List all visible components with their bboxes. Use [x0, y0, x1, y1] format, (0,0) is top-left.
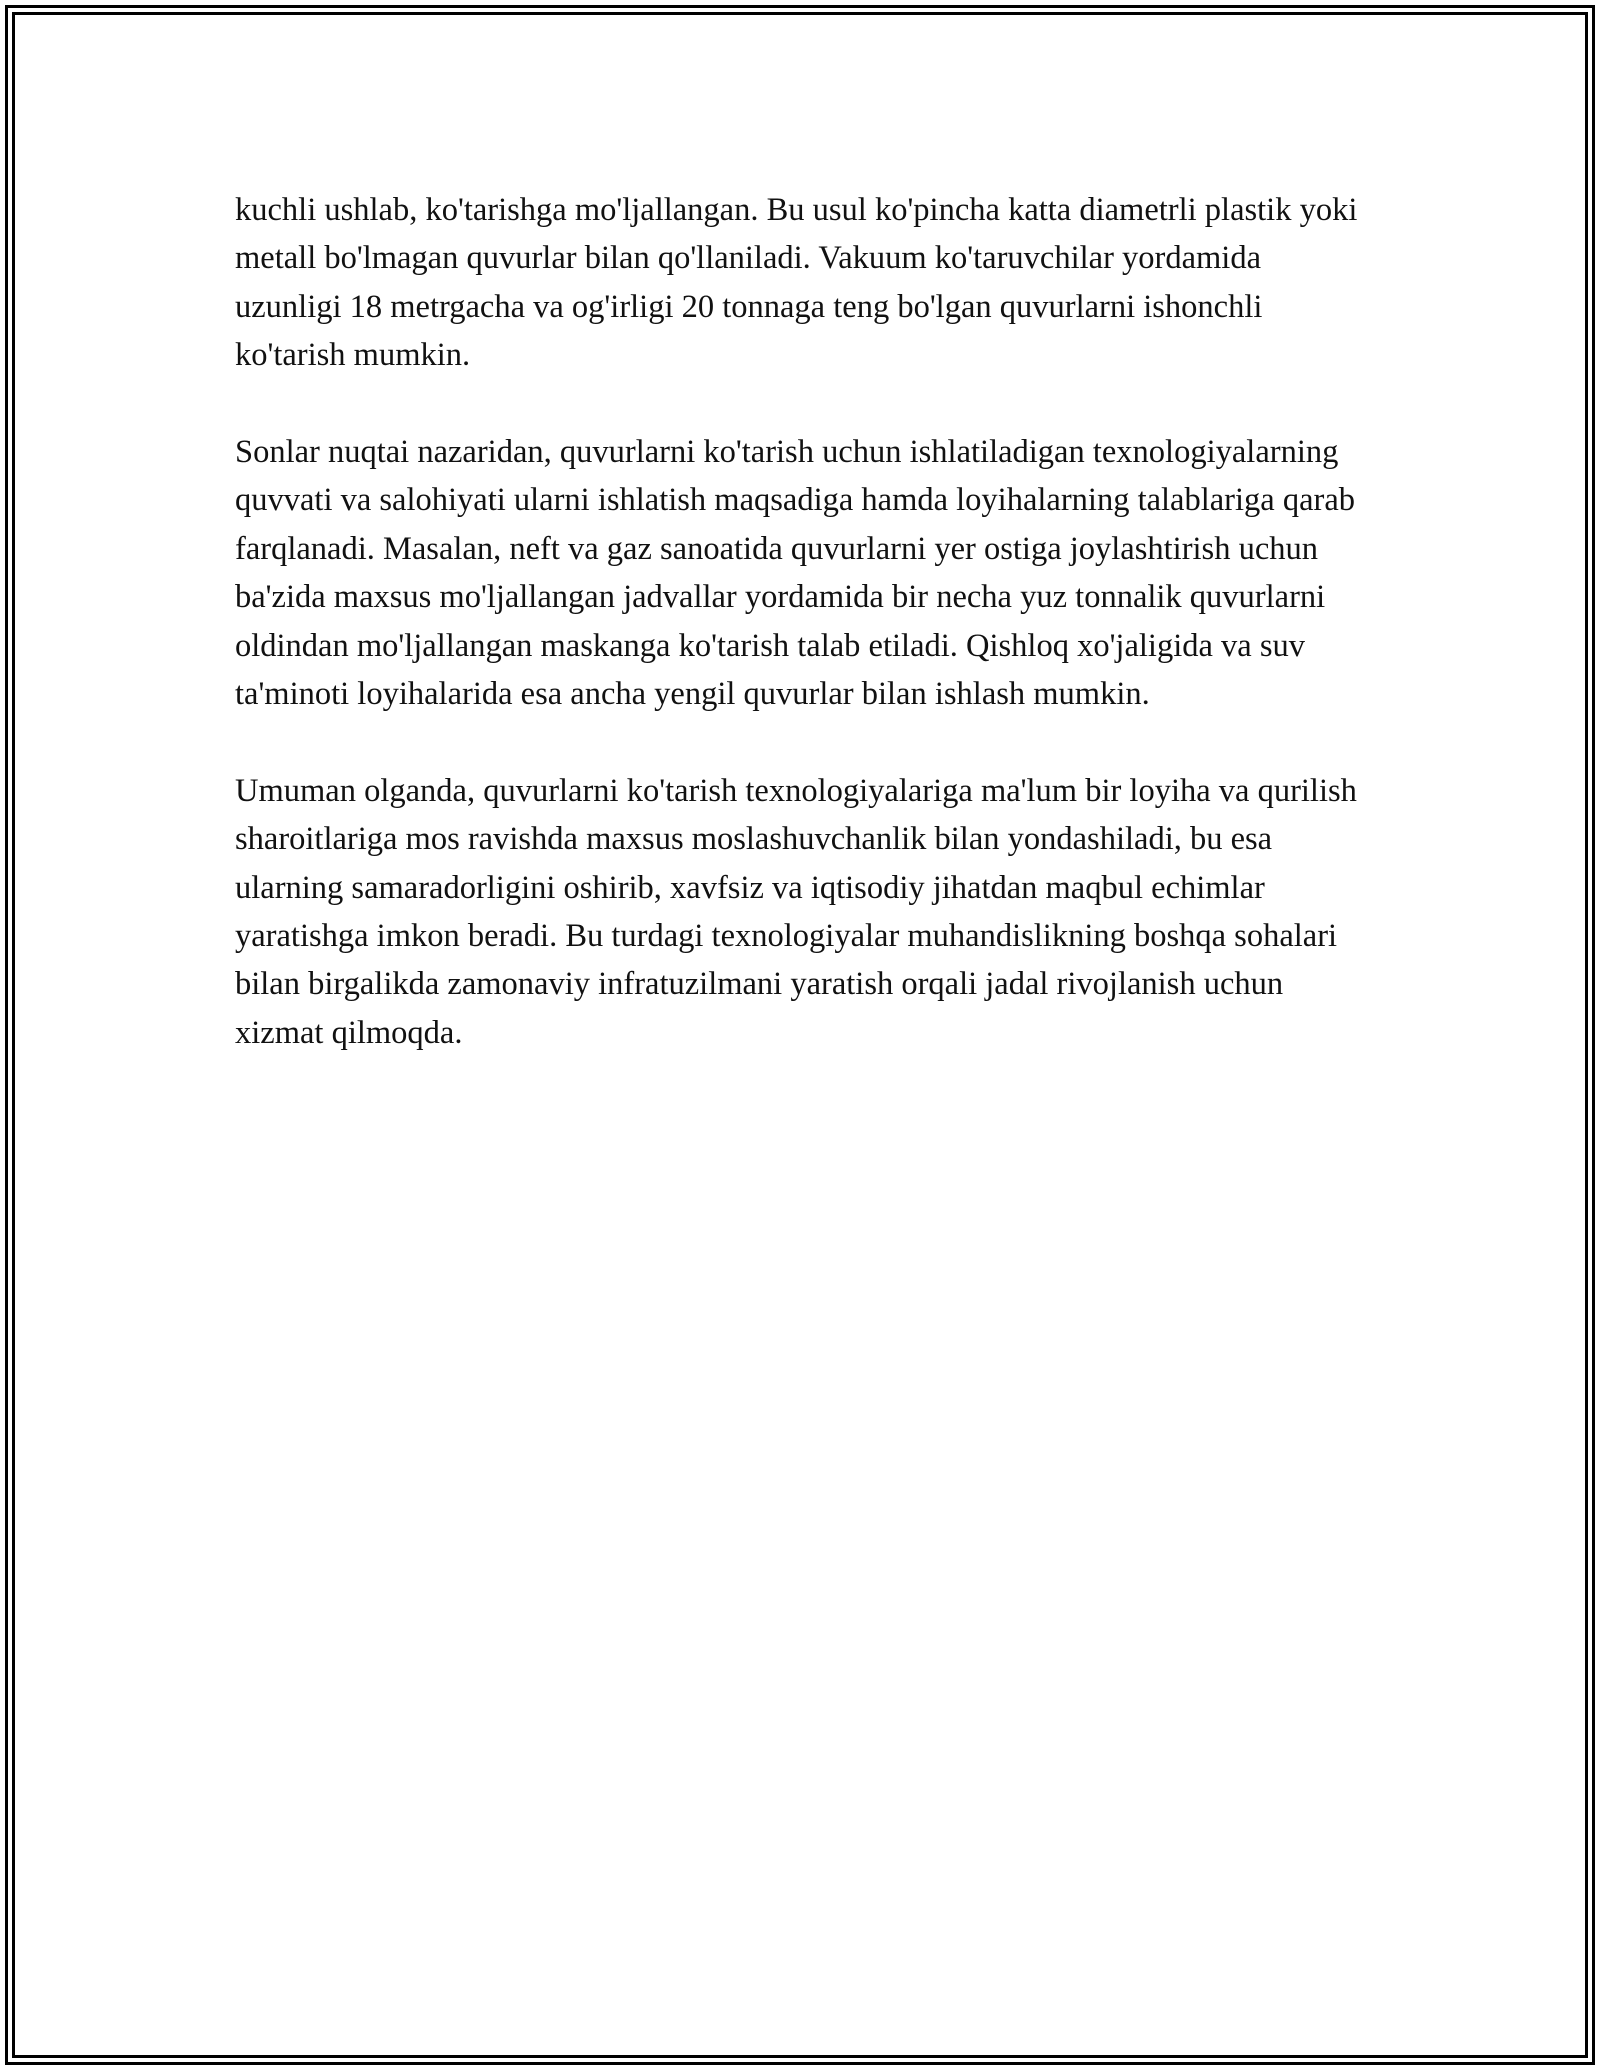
paragraph-3: Umuman olganda, quvurlarni ko'tarish texnologiyalariga ma'lum bir loyiha va qurilish sharoitlariga mos ravishda maxsus moslashuvchanlik bilan yondashiladi, bu esa ularning samaradorligini oshirib, xavfsiz va iqtisodiy jihatdan maqbul echimlar yaratishga imkon beradi. Bu turdagi texnologiyalar muhandislikning boshqa sohalari bilan birgalikda zamonaviy infratuzilmani yaratish orqali jadal rivojlanish uchun xizmat qilmoqda.: [235, 772, 1357, 1051]
paragraph-1: kuchli ushlab, ko'tarishga mo'ljallangan. Bu usul ko'pincha katta diametrli plastik yoki metall bo'lmagan quvurlar bilan qo'llaniladi. Vakuum ko'taruvchilar yordamida uzunligi 18 metrgacha va og'irligi 20 tonnaga teng bo'lgan quvurlarni ishonchli ko'tarish mumkin.: [235, 192, 1358, 374]
document-body: [235, 186, 1365, 1057]
paragraph-2: Sonlar nuqtai nazaridan, quvurlarni ko'tarish uchun ishlatiladigan texnologiyalarning quvvati va salohiyati ularni ishlatish maqsadiga hamda loyihalarning talablariga qarab farqlanadi. Masalan, neft va gaz sanoatida quvurlarni yer ostiga joylashtirish uchun ba'zida maxsus mo'ljallangan jadvallar yordamida bir necha yuz tonnalik quvurlarni oldindan mo'ljallangan maskanga ko'tarish talab etiladi. Qishloq xo'jaligida va suv ta'minoti loyihalarida esa ancha yengil quvurlar bilan ishlash mumkin.: [235, 434, 1356, 713]
